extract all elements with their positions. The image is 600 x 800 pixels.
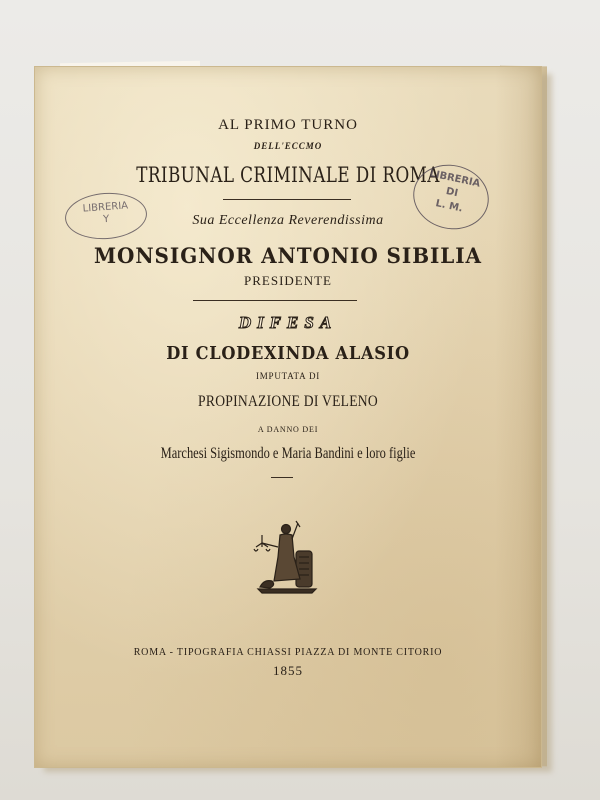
heading-line-2: DELL'ECCMO [253, 141, 323, 151]
charged-with: IMPUTATA DI [255, 371, 321, 381]
defense-title: DIFESA [238, 313, 338, 332]
stamp-right-line-3: L. M. [434, 198, 464, 215]
library-stamp-left [63, 190, 148, 242]
heading-line-1: AL PRIMO TURNO [218, 117, 358, 133]
divider-1 [223, 199, 351, 200]
publication-year: 1855 [273, 663, 303, 678]
president-name: MONSIGNOR ANTONIO SIBILIA [94, 243, 482, 268]
title-page [34, 66, 542, 768]
stamp-right-line-1: LIBRERIA [428, 168, 482, 190]
honorific: Sua Eccellenza Reverendissima [192, 213, 384, 228]
page-wear [495, 67, 541, 767]
stamp-right-line-2: DI [444, 185, 459, 200]
defendant-name: DI CLODEXINDA ALASIO [166, 343, 410, 364]
president-title: PRESIDENTE [244, 273, 332, 288]
stamp-left-line-2: Y [102, 213, 110, 226]
court-name: TRIBUNAL CRIMINALE DI ROMA [136, 163, 440, 187]
divider-2 [193, 300, 357, 301]
charge: PROPINAZIONE DI VELENO [198, 393, 378, 410]
justice-figure-vignette [250, 517, 324, 597]
divider-3 [271, 477, 293, 478]
victims: Marchesi Sigismondo e Maria Bandini e loro figlie [160, 445, 416, 462]
to-the-harm-of: A DANNO DEI [257, 425, 319, 434]
printer-imprint: ROMA - TIPOGRAFIA CHIASSI PIAZZA DI MONTE CITORIO [133, 647, 443, 658]
stamp-left-line-1: LIBRERIA [82, 200, 129, 215]
